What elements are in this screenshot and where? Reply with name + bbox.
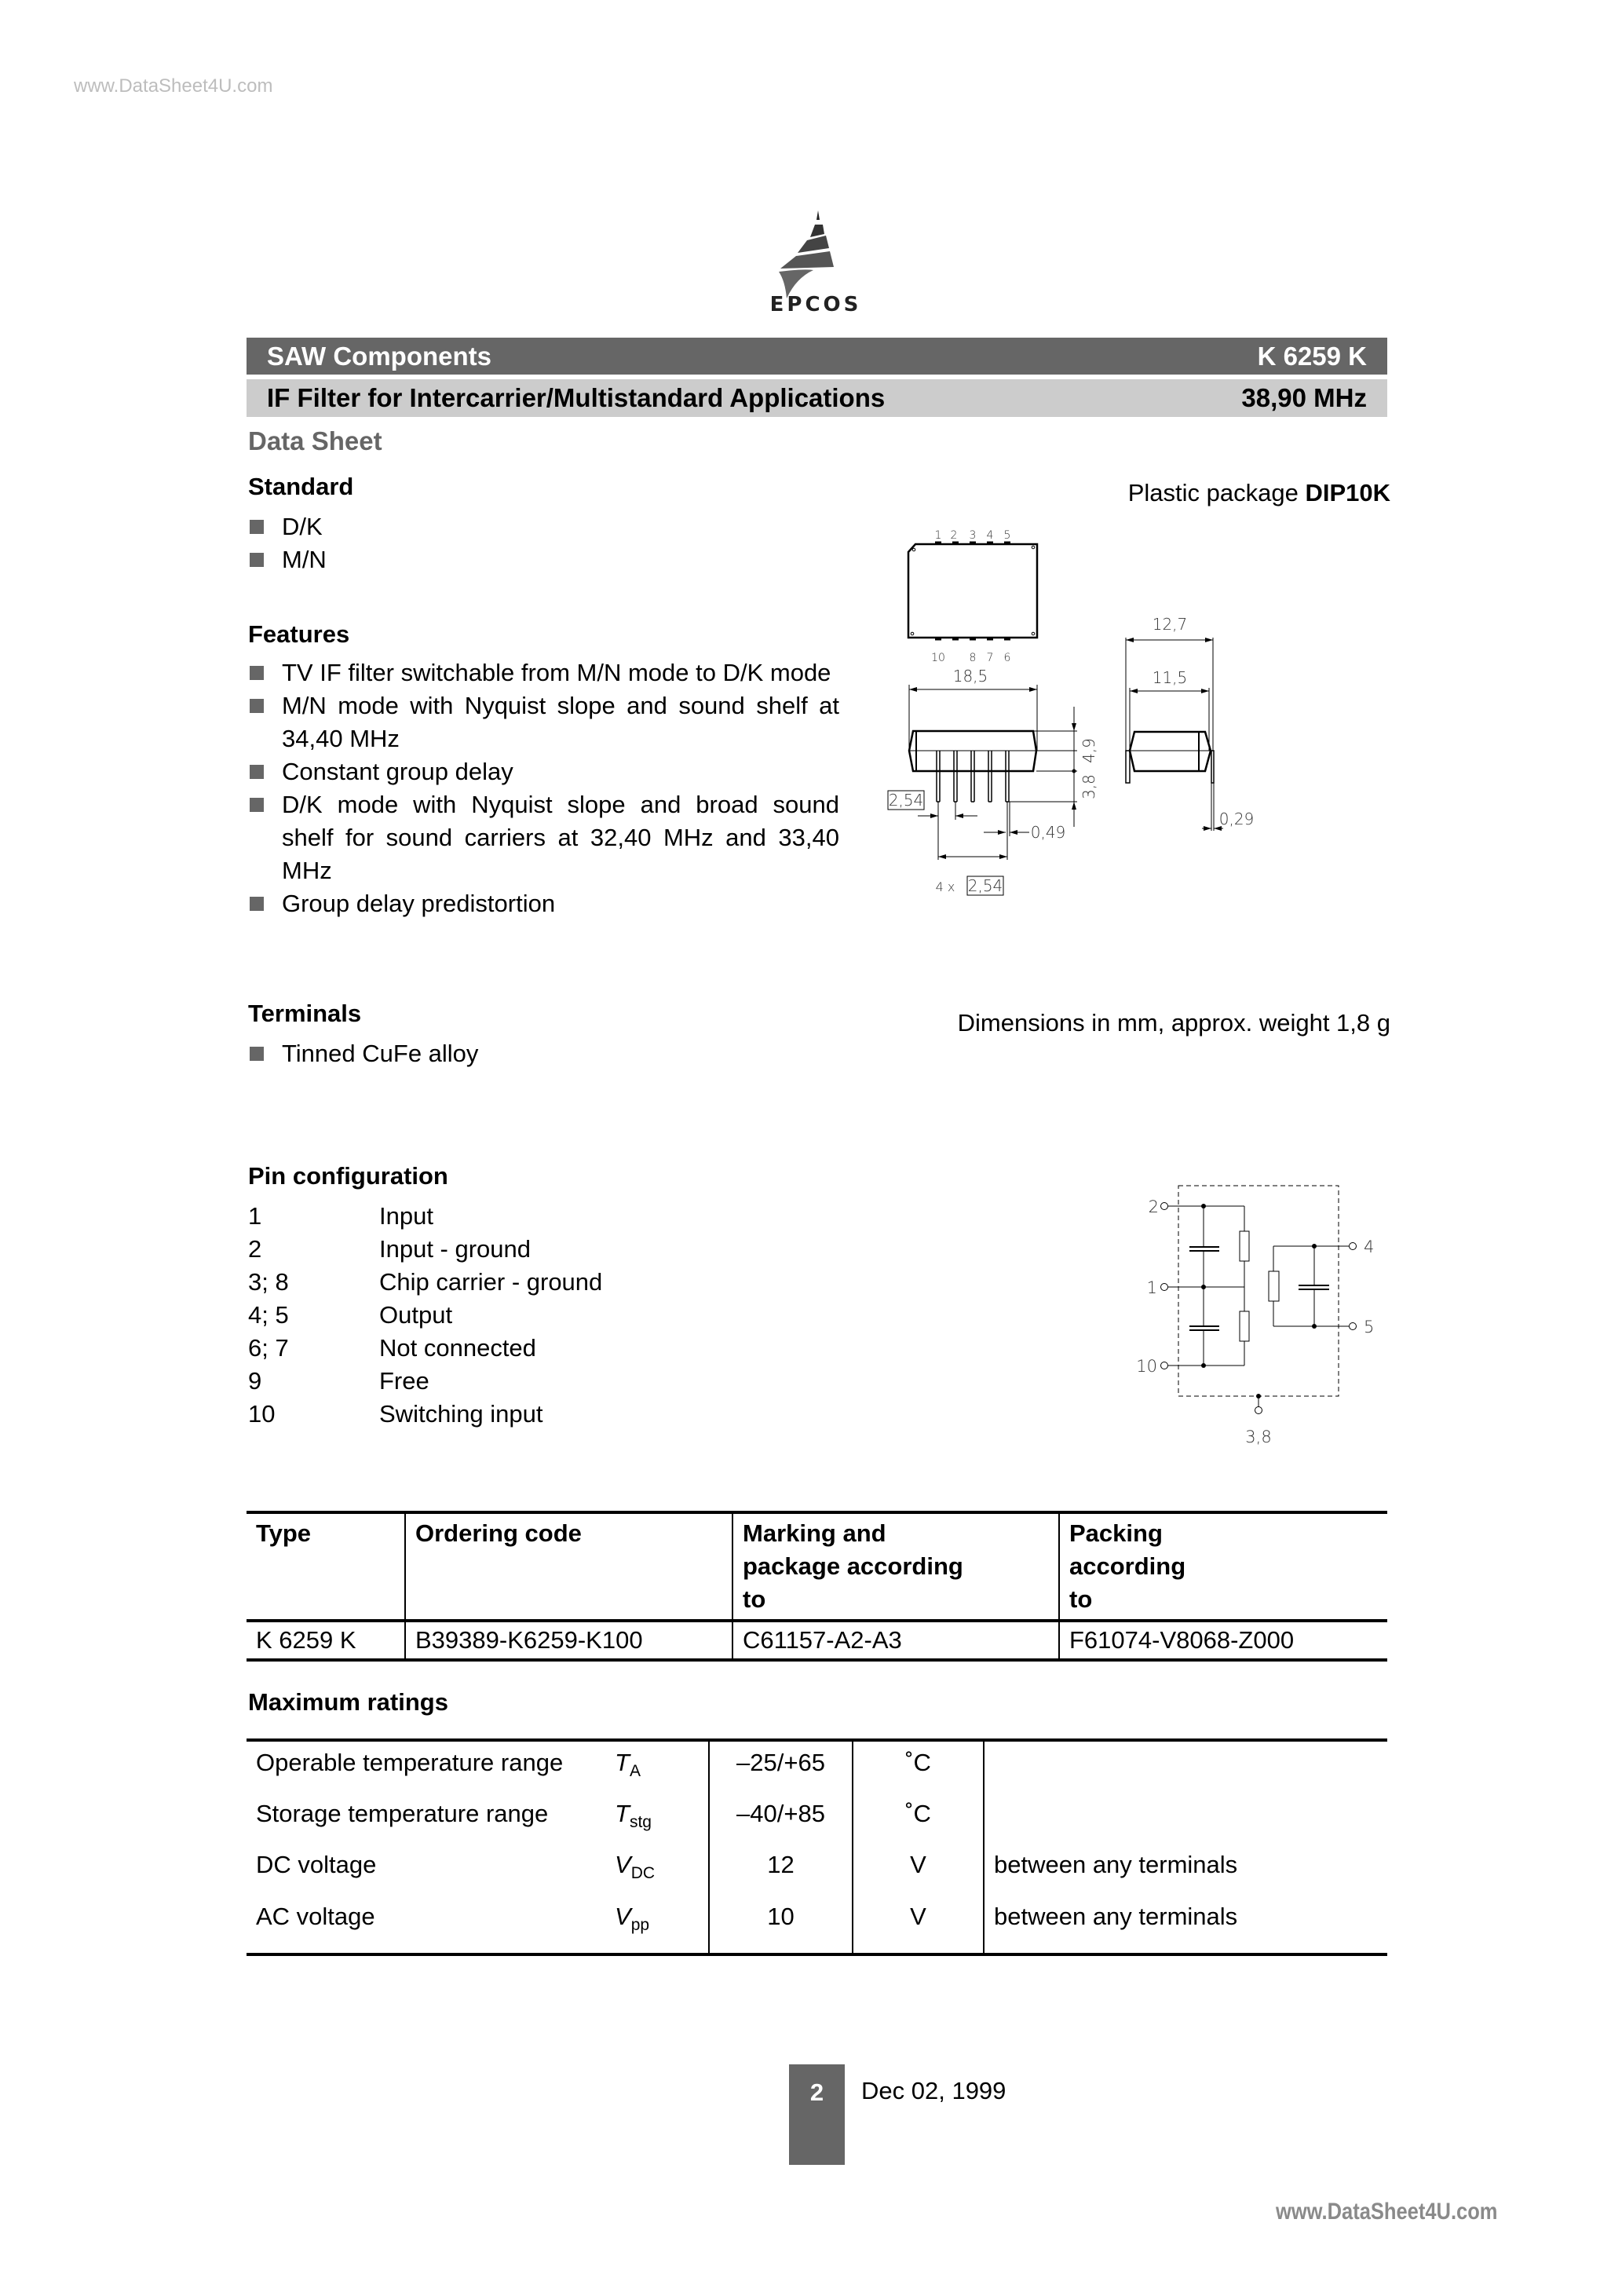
pin-config-heading: Pin configuration xyxy=(248,1162,448,1190)
dim-lead-thickness: 0,29 xyxy=(1218,810,1255,828)
list-item: M/N xyxy=(248,543,353,576)
bullet-icon xyxy=(250,553,264,567)
table-row: Storage temperature range $T_{stg}$ –40/+85 ˚C xyxy=(247,1793,1387,1844)
pin-label: 2 xyxy=(950,529,958,542)
table-row: AC voltage $V_{pp}$ 10 V between any terminals xyxy=(247,1896,1387,1954)
terminal-label: 4 xyxy=(1364,1238,1375,1256)
dimensions-note: Dimensions in mm, approx. weight 1,8 g xyxy=(957,1009,1390,1036)
list-item: D/K mode with Nyquist slope and broad sound shelf for sound carriers at 32,40 MHz and 33,40 MHz xyxy=(248,788,839,887)
terminal-label: 2 xyxy=(1148,1197,1159,1216)
pin-config-section xyxy=(248,1162,602,1431)
table-row: Operable temperature range $T_A$ –25/+65 ˚C xyxy=(247,1740,1387,1793)
frequency: 38,90 MHz xyxy=(1241,383,1367,412)
pin-row: 1 Input xyxy=(248,1202,433,1230)
dim-length: 18,5 xyxy=(952,667,988,686)
standard-heading: Standard xyxy=(248,473,354,500)
table-row: DC voltage $V_{DC}$ 12 V between any terminals xyxy=(247,1844,1387,1895)
pin-label: 4 xyxy=(986,529,994,542)
category-bar xyxy=(247,338,1387,375)
category: SAW Components xyxy=(267,341,491,371)
watermark-top: www.DataSheet4U.com xyxy=(74,75,273,97)
list-item: D/K xyxy=(248,510,353,543)
dim-pitch-total: 2,54 xyxy=(967,876,1003,895)
bullet-icon xyxy=(250,765,264,779)
features-section xyxy=(248,620,839,920)
bullet-icon xyxy=(250,897,264,911)
pin-row: 9 Free xyxy=(248,1367,429,1395)
logo-mark xyxy=(757,206,875,316)
dim-pitch-count: 4 x xyxy=(935,879,955,894)
terminals-heading: Terminals xyxy=(248,1000,362,1027)
dim-width-outer: 12,7 xyxy=(1152,615,1188,634)
epcos-logo xyxy=(757,206,875,316)
dim-pin-height: 3,8 xyxy=(1080,774,1098,799)
terminal-label: 1 xyxy=(1146,1278,1157,1297)
dim-pin-width: 0,49 xyxy=(1030,823,1066,842)
bullet-icon xyxy=(250,798,264,812)
dim-pitch: 2,54 xyxy=(888,791,924,810)
watermark-bottom: www.DataSheet4U.com xyxy=(1276,2199,1498,2225)
table-row: K 6259 K B39389-K6259-K100 C61157-A2-A3 F61074-V8068-Z000 xyxy=(247,1621,1387,1660)
package-name: DIP10K xyxy=(1305,479,1390,506)
pin-label: 8 xyxy=(969,652,977,664)
logo-text: EPCOS xyxy=(769,293,862,316)
terminals-section xyxy=(248,1000,478,1070)
pin-label: 6 xyxy=(1003,652,1011,664)
terminal-label: 5 xyxy=(1364,1318,1375,1336)
product-title: IF Filter for Intercarrier/Multistandard Applications xyxy=(267,383,886,412)
list-item: Constant group delay xyxy=(248,755,839,788)
max-ratings-table xyxy=(247,1738,1387,1956)
pin-label: 3 xyxy=(969,529,977,542)
circuit-schematic xyxy=(1099,1162,1413,1476)
ordering-table xyxy=(247,1511,1387,1662)
dim-width-inner: 11,5 xyxy=(1152,668,1188,687)
pin-row: 6; 7 Not connected xyxy=(248,1334,536,1362)
package-label: Plastic package DIP10K xyxy=(1127,479,1390,506)
pin-label: 1 xyxy=(934,529,942,542)
pin-label: 7 xyxy=(986,652,994,664)
pin-row: 3; 8 Chip carrier - ground xyxy=(248,1268,603,1296)
terminal-label: 10 xyxy=(1136,1357,1157,1376)
dim-body-height: 4,9 xyxy=(1080,738,1098,763)
doc-type: Data Sheet xyxy=(248,426,382,455)
max-ratings-heading: Maximum ratings xyxy=(248,1688,448,1716)
pin-row: 10 Switching input xyxy=(248,1400,543,1428)
column-header: Packing according to xyxy=(1059,1512,1387,1621)
pin-row: 2 Input - ground xyxy=(248,1235,532,1263)
terminal-label: 3,8 xyxy=(1245,1428,1272,1446)
bullet-icon xyxy=(250,666,264,680)
title-bar xyxy=(247,379,1387,417)
bullet-icon xyxy=(250,1047,264,1061)
list-item: Tinned CuFe alloy xyxy=(248,1037,478,1070)
pin-label: 10 xyxy=(931,652,945,664)
footer-date: Dec 02, 1999 xyxy=(861,2077,1006,2104)
column-header: Type xyxy=(256,1519,312,1547)
features-heading: Features xyxy=(248,620,350,648)
part-number: K 6259 K xyxy=(1257,341,1367,371)
package-drawing xyxy=(864,503,1413,974)
list-item: Group delay predistortion xyxy=(248,887,839,920)
standard-section xyxy=(248,473,353,576)
bullet-icon xyxy=(250,520,264,534)
column-header: Marking and package according to xyxy=(732,1512,1059,1621)
list-item: M/N mode with Nyquist slope and sound shelf at 34,40 MHz xyxy=(248,689,839,755)
column-header: Ordering code xyxy=(405,1512,732,1621)
bullet-icon xyxy=(250,699,264,713)
pin-label: 5 xyxy=(1003,529,1011,542)
list-item: TV IF filter switchable from M/N mode to D/K mode xyxy=(248,656,839,689)
pin-row: 4; 5 Output xyxy=(248,1301,453,1329)
page-number: 2 xyxy=(789,2064,845,2165)
